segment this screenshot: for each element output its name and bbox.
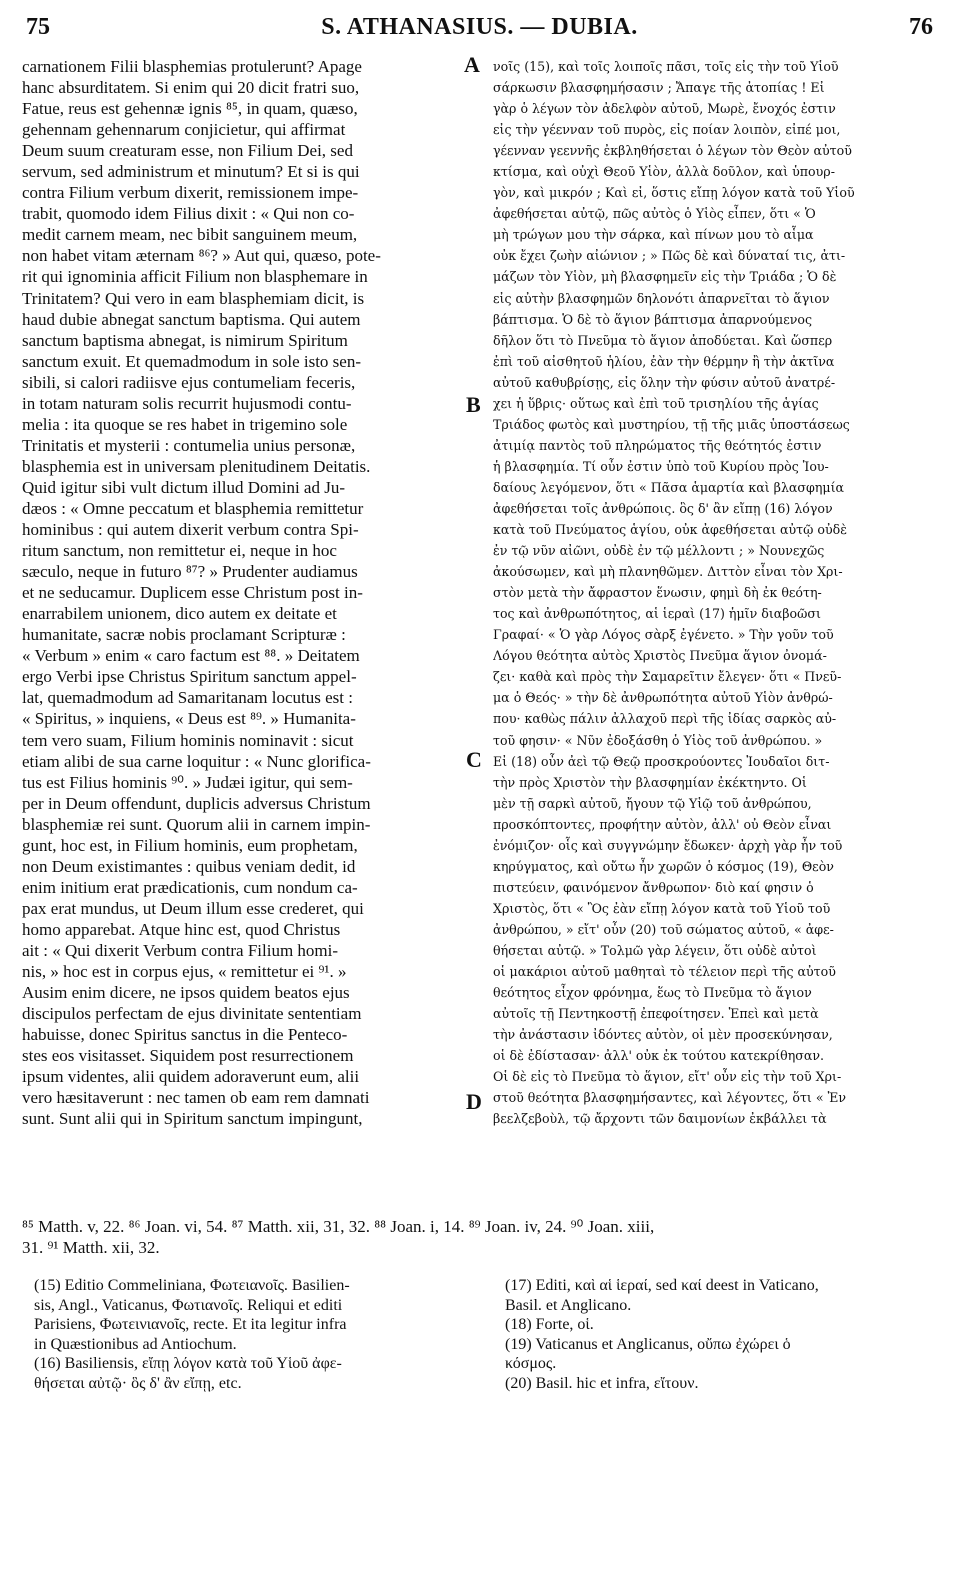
latin-text-line: Ausim enim dicere, ne ipsos quidem beatos ejus xyxy=(22,983,350,1003)
critical-note-line: (16) Basiliensis, εἴπῃ λόγον κατὰ τοῦ Υἱοῦ ἀφε- xyxy=(34,1355,342,1372)
notes-right xyxy=(505,1276,935,1393)
latin-text-line: Deum suum creaturam esse, non Filium Dei, sed xyxy=(22,141,353,161)
critical-note-line: (20) Basil. hic et infra, εἴτουν. xyxy=(505,1374,699,1392)
greek-text-line: αὐτοῦ καθυβρίσῃς, εἰς ὅλην τὴν φύσιν αὐτοῦ ἀνατρέ- xyxy=(493,374,836,390)
latin-text-line: « Spiritus, » inquiens, « Deus est ⁸⁹. » Humanita- xyxy=(22,709,356,729)
margin-mark-d: D xyxy=(466,1089,482,1114)
margin-mark-c: C xyxy=(466,747,482,772)
critical-note-line: sis, Angl., Vaticanus, Φωτιανοῖς. Reliqui et editi xyxy=(34,1296,343,1314)
latin-text-line: discipulos perfectam de ejus divinitate sententiam xyxy=(22,1004,362,1024)
greek-text-line: μα ὁ Θεός· » τὴν δὲ ἀνθρωπότητα αὐτοῦ Υἱὸν ἀνθρώ- xyxy=(493,690,833,706)
page-number-right: 76 xyxy=(909,14,933,40)
latin-text-line: haud dubie abnegat sanctum baptisma. Qui autem xyxy=(22,309,361,329)
page-number-left: 75 xyxy=(26,14,50,40)
latin-text-line: habuisse, donec Spiritus sanctus in die Penteco- xyxy=(22,1025,348,1045)
greek-text-line: κατὰ τοῦ Πνεύματος ἁγίου, οὐκ ἀφεθήσεται αὐτῷ οὐδὲ xyxy=(493,522,847,538)
scripture-ref-line: 31. ⁹¹ Matth. xii, 32. xyxy=(22,1238,160,1257)
latin-text-line: Trinitatis et mysterii : contumelia unius personæ, xyxy=(22,435,356,455)
critical-note-line: Parisiens, Φωτεινιανοῖς, recte. Et ita legitur infra xyxy=(34,1316,347,1333)
latin-text-line: humanitate, sacræ nobis proclamant Scripturæ : xyxy=(22,625,346,645)
latin-text-line: enarrabilem unionem, dico autem ex deitate et xyxy=(22,604,337,624)
greek-text-line: νοῖς (15), καὶ τοῖς λοιποῖς πᾶσι, τοῖς εἰς τὴν τοῦ Υἱοῦ xyxy=(493,59,839,74)
latin-text-line: stes eos visitasset. Siquidem post resurrectionem xyxy=(22,1046,354,1066)
latin-text-line: sibili, si calori radiisve ejus contumeliam feceris, xyxy=(22,372,356,392)
greek-text-line: γὸν, καὶ μικρόν ; Καὶ εἰ, ὅστις εἴπῃ λόγον κατὰ τοῦ Υἱοῦ xyxy=(493,185,855,201)
latin-text-line: medit carnem meam, nec bibit sanguinem meum, xyxy=(22,225,358,245)
latin-text-line: et ne seducamur. Duplicem esse Christum post in- xyxy=(22,583,363,603)
greek-text-line: Γραφαί· « Ὁ γὰρ Λόγος σὰρξ ἐγένετο. » Τὴν γοῦν τοῦ xyxy=(493,627,834,643)
greek-text-line: εἰς αὐτὴν βλασφημῶν δηλονότι ἀπαρνεῖται τὸ ἅγιον xyxy=(493,290,830,306)
greek-text-line: τὴν ἀνάστασιν ἰδόντες αὐτὸν, οἱ μὲν προσεκύνησαν, xyxy=(493,1027,833,1043)
critical-note-line: (17) Editi, καὶ αἱ ἱεραί, sed καί deest in Vaticano, xyxy=(505,1277,819,1294)
greek-text-line: θήσεται αὐτῷ. » Τολμῶ γὰρ λέγειν, ὅτι οὐδὲ αὐτοὶ xyxy=(493,942,817,958)
scripture-references xyxy=(22,1216,931,1258)
latin-text-line: sanctum exuit. Et quemadmodum in sole isto sen- xyxy=(22,351,362,371)
greek-text-line: ἀφεθήσεται αὐτῷ, πῶς αὐτὸς ὁ Υἱὸς εἶπεν, ὅτι « Ὁ xyxy=(493,206,816,222)
greek-text-line: Οἱ δὲ εἰς τὸ Πνεῦμα τὸ ἅγιον, εἴτ' οὖν εἰς τὴν τοῦ Χρι- xyxy=(493,1069,842,1085)
greek-text-line: βάπτισμα. Ὁ δὲ τὸ ἅγιον βάπτισμα ἀπαρνούμενος xyxy=(493,311,813,327)
running-title: S. ATHANASIUS. — DUBIA. xyxy=(321,14,638,40)
greek-text-line: δῆλον ὅτι τὸ Πνεῦμα τὸ ἅγιον ἀποδύεται. Καὶ ὥσπερ xyxy=(493,332,833,348)
greek-text-line: τος καὶ ἀνθρωπότητος, αἱ ἱεραὶ (17) ἡμῖν διαβοῶσι xyxy=(493,606,821,622)
greek-text-line: ἡ βλασφημία. Τί οὖν ἐστιν ὑπὸ τοῦ Κυρίου πρὸς Ἰου- xyxy=(493,458,829,474)
greek-text-line: γὰρ ὁ λέγων τὸν ἀδελφὸν αὐτοῦ, Μωρὲ, ἔνοχός ἐστιν xyxy=(493,101,836,117)
greek-text-line: Λόγου θεότητα αὐτὸς Χριστὸς Πνεῦμα ἅγιον ὀνομά- xyxy=(493,648,827,664)
latin-text-line: sunt. Sunt alii qui in Spiritum sanctum impingunt, xyxy=(22,1109,363,1129)
margin-mark-a: A xyxy=(464,52,480,77)
latin-text-line: etiam alibi de sua carne loquitur : « Nunc glorifica- xyxy=(22,751,371,771)
page-header xyxy=(26,14,933,48)
latin-text-line: blasphemiæ rei sunt. Quorum alii in carnem impin- xyxy=(22,814,371,834)
greek-text-line: στοῦ θεότητα βλασφημήσαντες, καὶ λέγοντες, ὅτι « Ἐν xyxy=(493,1090,846,1106)
greek-text-line: που· καθὼς πάλιν ἀλλαχοῦ περὶ τῆς ἰδίας σαρκὸς αὐ- xyxy=(493,711,837,727)
greek-text-line: κτίσμα, καὶ οὐχὶ Θεοῦ Υἱὸν, ἀλλὰ δοῦλον, καὶ ὑπουρ- xyxy=(493,164,835,180)
greek-text-line: ἐν τῷ νῦν αἰῶνι, οὐδὲ ἐν τῷ μέλλοντι ; » Νουνεχῶς xyxy=(493,543,825,559)
latin-text-line: tus est Filius hominis ⁹⁰. » Judæi igitur, qui sem- xyxy=(22,772,353,792)
greek-text-line: γέενναν γεεννῆς ἐκβληθήσεται ὁ λέγων τὸν Θεὸν αὐτοῦ xyxy=(493,143,852,159)
latin-text-line: non habet vitam æternam ⁸⁶? » Aut qui, quæso, pote- xyxy=(22,246,381,266)
greek-text-line: ἀφεθήσεται τοῖς ἀνθρώποις. ὃς δ' ἂν εἴπῃ (16) λόγον xyxy=(493,500,833,516)
greek-text-line: μὴ τρώγων μου τὴν σάρκα, καὶ πίνων μου τὸ αἷμα xyxy=(493,227,814,243)
greek-column xyxy=(493,56,933,1129)
latin-text-line: dæos : « Omne peccatum et blasphemia remittetur xyxy=(22,498,364,518)
greek-text-line: εἰς τὴν γέενναν τοῦ πυρὸς, εἰς ποίαν λοιπὸν, εἰπέ μοι, xyxy=(493,122,841,138)
critical-note-line: in Quæstionibus ad Antiochum. xyxy=(34,1335,237,1353)
latin-text-line: hanc absurditatem. Si enim qui 20 dicit fratri suo, xyxy=(22,78,360,98)
latin-text-line: ritum sanctum, non remittetur ei, neque in hoc xyxy=(22,541,337,561)
latin-text-line: Fatue, reus est gehennæ ignis ⁸⁵, in quam, quæso, xyxy=(22,99,358,119)
latin-text-line: non Deum existimantes : quibus veniam dedit, id xyxy=(22,856,356,876)
latin-text-line: tem vero suam, Filium hominis nominavit : sicut xyxy=(22,730,354,750)
latin-text-line: pax erat mundus, ut Deum illum esse crederet, qui xyxy=(22,898,364,918)
greek-text-line: Εἰ (18) οὖν ἀεὶ τῷ Θεῷ προσκρούοντες Ἰουδαῖοι διτ- xyxy=(493,753,830,769)
greek-text-line: ἐνόμιζον· οἷς καὶ συγγνώμην ἔδωκεν· ἀρχὴ γὰρ ἦν τοῦ xyxy=(493,837,843,853)
latin-text-line: carnationem Filii blasphemias protulerunt? Apage xyxy=(22,57,362,76)
latin-text-line: melia : ita quoque se res habet in trigemino sole xyxy=(22,414,348,434)
latin-text-line: Trinitatem? Qui vero in eam blasphemiam dicit, is xyxy=(22,288,365,308)
critical-note-line: θήσεται αὐτῷ· ὃς δ' ἂν εἴπῃ, etc. xyxy=(34,1374,242,1392)
greek-text-line: πιστεύειν, φαινόμενον ἄνθρωπον· διὸ καί φησιν ὁ xyxy=(493,879,814,895)
latin-text-line: per in Deum offendunt, duplicis adversus Christum xyxy=(22,793,371,813)
greek-text-line: ἀκούσωμεν, καὶ μὴ πλανηθῶμεν. Διττὸν εἶναι τὸν Χρι- xyxy=(493,564,843,580)
latin-text-line: in totam naturam solis recurrit hujusmodi contu- xyxy=(22,393,352,413)
latin-text-line: Quid igitur sibi vult dictum illud Domini ad Ju- xyxy=(22,477,345,497)
critical-note-line: (15) Editio Commeliniana, Φωτειανοῖς. Basilien- xyxy=(34,1277,350,1294)
greek-text-line: ἀτιμίᾳ παντὸς τοῦ πληρώματος τῆς θεότητός ἐστιν xyxy=(493,437,822,453)
greek-text-line: Τριάδος φωτὸς καὶ μυστηρίου, τῇ τῆς μιᾶς ὑποστάσεως xyxy=(493,416,850,432)
latin-text-line: trabit, quomodo idem Filius dixit : « Qui non co- xyxy=(22,204,355,224)
latin-column xyxy=(22,56,460,1129)
critical-note-line: (19) Vaticanus et Anglicanus, οὔπω ἐχώρει ὁ xyxy=(505,1335,791,1353)
greek-text-line: ζει· καθὰ καὶ πρὸς τὴν Σαμαρεῖτιν ἔλεγεν· ὅτι « Πνεῦ- xyxy=(493,669,842,685)
greek-text-line: ἀνθρώπου, » εἴτ' οὖν (20) τοῦ σώματος αὐτοῦ, « ἀφε- xyxy=(493,921,834,937)
latin-text-line: blasphemia est in universam plenitudinem Deitatis. xyxy=(22,456,371,476)
latin-text-line: servum, sed administrum et minutum? Et si is qui xyxy=(22,162,360,182)
margin-mark-b: B xyxy=(466,392,481,417)
latin-text-line: lat, quemadmodum ad Samaritanam locutus est : xyxy=(22,688,353,708)
greek-text-line: σάρκωσιν βλασφημήσασιν ; Ἄπαγε τῆς ἀτοπίας ! Εἰ xyxy=(493,80,825,96)
critical-note-line: (18) Forte, οἱ. xyxy=(505,1316,594,1333)
latin-text-line: ergo Verbi ipse Christus Spiritum sanctum appel- xyxy=(22,667,357,687)
latin-text-line: homo apparebat. Atque hinc est, quod Christus xyxy=(22,919,341,939)
greek-text-line: μάζων τὸν Υἱὸν, μὴ βλασφημεῖν εἰς τὴν Τριάδα ; Ὁ δὲ xyxy=(493,269,837,285)
greek-text-line: οἱ μακάριοι αὐτοῦ μαθηταὶ τὸ τέλειον περὶ τῆς αὐτοῦ xyxy=(493,964,836,980)
latin-text-line: vero hæsitaverunt : nec tamen ob eam rem damnati xyxy=(22,1088,370,1108)
greek-text-line: οὐκ ἔχει ζωὴν αἰώνιον ; » Πῶς δὲ καὶ δύναταί τις, ἀτι- xyxy=(493,248,846,264)
latin-text-line: contra Filium verbum dixerit, remissionem impe- xyxy=(22,183,359,203)
latin-text-line: sæculo, neque in futuro ⁸⁷? » Prudenter audiamus xyxy=(22,562,358,582)
greek-text-line: κηρύγματος, καὶ οὔτω ἦν χωρῶν ὁ κόσμος (19), Θεὸν xyxy=(493,858,834,874)
latin-text-line: sanctum baptisma abnegat, is nimirum Spiritum xyxy=(22,330,348,350)
greek-text-line: ἐπὶ τοῦ αἰσθητοῦ ἡλίου, ἐὰν τὴν θέρμην ἢ τὴν ἀκτῖνα xyxy=(493,353,835,369)
latin-text-line: ait : « Qui dixerit Verbum contra Filium homi- xyxy=(22,940,339,960)
greek-text-line: στὸν μετὰ τὴν ἄφραστον ἕνωσιν, φημὶ δὴ ἐκ θεότη- xyxy=(493,585,822,601)
latin-text-line: gehennam gehennarum conjicietur, qui affirmat xyxy=(22,120,346,140)
greek-text-line: μὲν τῇ σαρκὶ αὐτοῦ, ἤγουν τῷ Υἱῷ τοῦ ἀνθρώπου, xyxy=(493,795,812,811)
greek-text-line: θεότητος εἶχον φρόνημα, ἕως τὸ Πνεῦμα τὸ ἅγιον xyxy=(493,985,812,1001)
greek-text-line: δαίους λεγόμενον, ὅτι « Πᾶσα ἁμαρτία καὶ βλασφημία xyxy=(493,479,845,495)
greek-text-line: αὐτοῖς τῇ Πεντηκοστῇ ἐπεφοίτησεν. Ἐπεὶ καὶ μετὰ xyxy=(493,1006,819,1022)
latin-text-line: hominibus : qui autem dixerit verbum contra Spi- xyxy=(22,520,359,540)
latin-text-line: rit qui ignominia afficit Filium non blasphemare in xyxy=(22,267,368,287)
latin-text-line: gunt, hoc est, in Filium hominis, eum prophetam, xyxy=(22,835,358,855)
greek-text-line: οἱ δὲ ἐδίστασαν· ἀλλ' οὐκ ἐκ τούτου κατεκρίθησαν. xyxy=(493,1048,825,1064)
critical-note-line: Basil. et Anglicano. xyxy=(505,1296,632,1314)
greek-text-line: προσκόπτοντες, προφήτην αὐτὸν, ἀλλ' οὐ Θεὸν εἶναι xyxy=(493,816,832,832)
greek-text-line: βεελζεβοὺλ, τῷ ἄρχοντι τῶν δαιμονίων ἐκβάλλει τὰ xyxy=(493,1111,827,1127)
greek-text-line: Χριστὸς, ὅτι « Ὃς ἐὰν εἴπῃ λόγον κατὰ τοῦ Υἱοῦ τοῦ xyxy=(493,900,831,916)
critical-note-line: κόσμος. xyxy=(505,1355,557,1372)
latin-text-line: enim initium erat prædicationis, cum nondum ca- xyxy=(22,877,358,897)
greek-text-line: χει ἡ ὕβρις· οὕτως καὶ ἐπὶ τοῦ τρισηλίου τῆς ἁγίας xyxy=(493,395,819,411)
scripture-ref-line: ⁸⁵ Matth. v, 22. ⁸⁶ Joan. vi, 54. ⁸⁷ Matth. xii, 31, 32. ⁸⁸ Joan. i, 14. ⁸⁹ Joan. iv, 24. ⁹⁰ Joan. xiii, xyxy=(22,1217,655,1236)
latin-text-line: « Verbum » enim « caro factum est ⁸⁸. » Deitatem xyxy=(22,646,360,666)
notes-left xyxy=(34,1276,474,1393)
greek-text-line: τοῦ φησιν· « Νῦν ἐδοξάσθη ὁ Υἱὸς τοῦ ἀνθρώπου. » xyxy=(493,732,823,748)
latin-text-line: ipsum videntes, alii quidem adoraverunt eum, alii xyxy=(22,1067,360,1087)
latin-text-line: nis, » hoc est in corpus ejus, « remittetur ei ⁹¹. » xyxy=(22,962,347,982)
greek-text-line: τὴν πρὸς Χριστὸν τὴν βλασφημίαν ἐκέκτηντο. Οἱ xyxy=(493,774,807,790)
